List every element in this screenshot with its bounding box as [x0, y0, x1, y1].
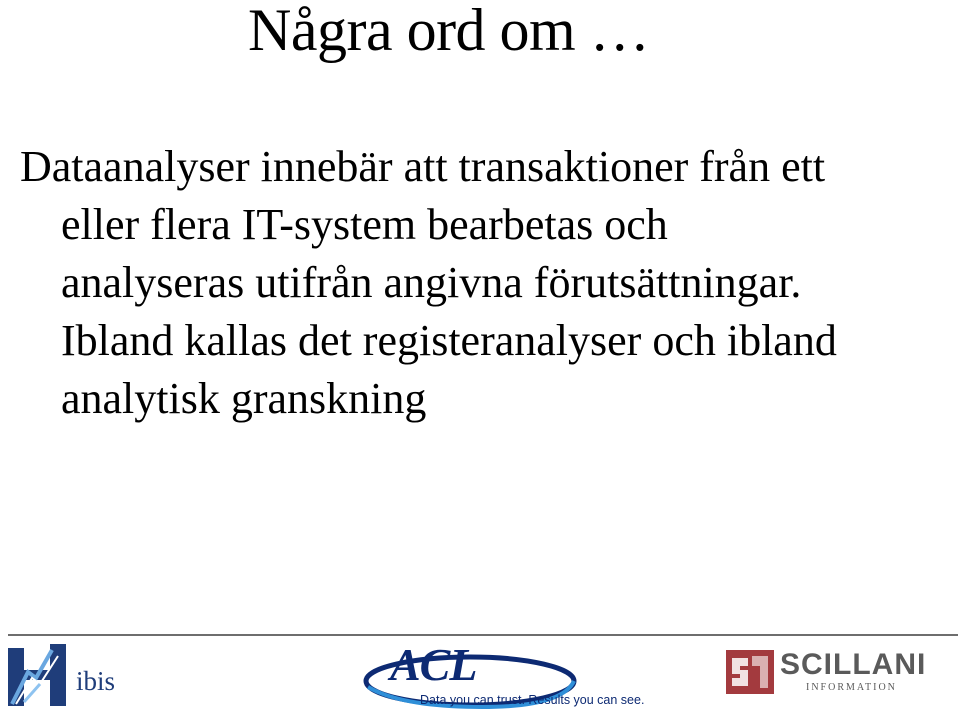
body-line: analyseras utifrån angivna förutsättningar.	[61, 258, 802, 307]
scillani-logo	[724, 648, 958, 696]
body-paragraph	[20, 138, 950, 428]
slide-title: Några ord om …	[248, 0, 650, 63]
scillani-wordmark: SCILLANI	[780, 648, 927, 681]
body-line: analytisk granskning	[61, 374, 427, 423]
hibis-wordmark: ibis	[76, 666, 116, 696]
hibis-logo	[6, 642, 126, 708]
scillani-subtext: INFORMATION	[806, 682, 897, 693]
body-line: Dataanalyser innebär att transaktioner från ett	[20, 142, 826, 191]
scillani-emblem-icon	[724, 648, 776, 696]
acl-wordmark: ACL	[390, 639, 477, 690]
hibis-h-icon	[6, 642, 72, 708]
acl-logo	[362, 641, 644, 711]
body-line: Ibland kallas det registeranalyser och ibland	[61, 316, 837, 365]
footer-divider	[8, 634, 958, 636]
acl-tagline: Data you can trust. Results you can see.	[420, 693, 645, 707]
body-line: eller flera IT-system bearbetas och	[61, 200, 668, 249]
